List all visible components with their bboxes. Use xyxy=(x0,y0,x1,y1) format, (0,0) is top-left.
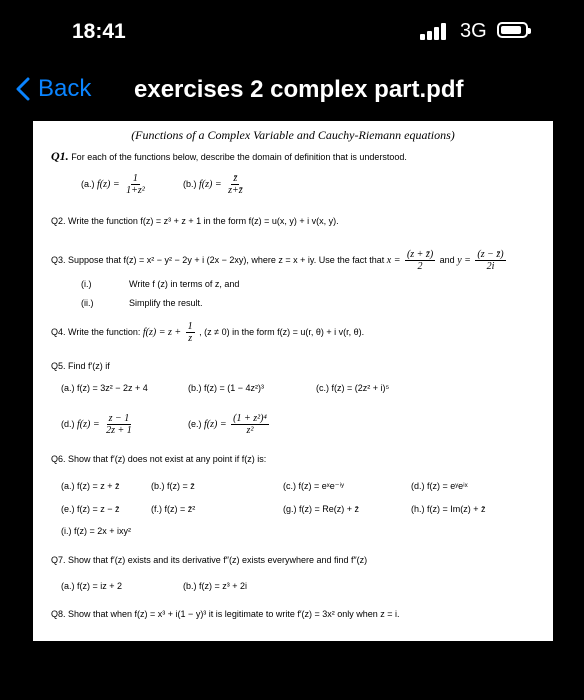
fraction: $\frac{1}{z}$ xyxy=(187,321,193,344)
q6-part-a: (a.) f(z) = z + z̄ xyxy=(61,481,120,491)
q6-part-h: (h.) f(z) = Im(z) + z̄ xyxy=(411,504,486,514)
q3-part-i: (i.) Write f (z) in terms of z, and xyxy=(81,279,240,289)
q1-label: Q1. xyxy=(51,149,69,163)
question-4: Q4. Write the function: f(z) = z + $\frac{1}{z}$ , (z ≠ 0) in the form f(z) = u(r, θ) + i v(r, θ). xyxy=(51,321,365,344)
q6-part-g: (g.) f(z) = Re(z) + z̄ xyxy=(283,504,360,514)
battery-icon xyxy=(497,22,528,38)
q6-part-e: (e.) f(z) = z − z̄ xyxy=(61,504,120,514)
q3-part-ii: (ii.) Simplify the result. xyxy=(81,298,203,308)
q5-part-b: (b.) f(z) = (1 − 4z²)³ xyxy=(188,383,265,393)
q1-text: For each of the functions below, describe the domain of definition that is understood. xyxy=(71,152,407,162)
q6-part-b: (b.) f(z) = z̄ xyxy=(151,481,195,491)
back-button[interactable] xyxy=(16,75,91,103)
q5-part-e: (e.) f(z) = $\frac{\text{(1 + z²)⁴}}{\text{z²}}$ xyxy=(188,413,267,436)
q1-part-a: (a.) f(z) = $\frac{1}{\text{1+z²}}$ xyxy=(81,173,145,196)
chevron-left-icon xyxy=(16,77,30,101)
q6-part-i: (i.) f(z) = 2x + ixy² xyxy=(61,526,132,536)
status-bar xyxy=(0,0,584,62)
q7-part-b: (b.) f(z) = z³ + 2i xyxy=(183,581,248,591)
fraction: $\frac{(z - z̄)}{2i}$ xyxy=(477,249,504,272)
fraction: $\frac{\text{(1 + z²)⁴}}{\text{z²}}$ xyxy=(233,413,267,436)
fraction: $\frac{(z + z̄)}{2}$ xyxy=(406,249,434,272)
document-heading: (Functions of a Complex Variable and Cauchy-Riemann equations) xyxy=(131,128,455,142)
back-label: Back xyxy=(38,75,92,102)
q6-part-c: (c.) f(z) = eˣe⁻ⁱʸ xyxy=(283,481,344,491)
question-2: Q2. Write the function f(z) = z³ + z + 1 in the form f(z) = u(x, y) + i v(x, y). xyxy=(51,216,339,226)
question-5: Q5. Find f′(z) if xyxy=(51,361,110,371)
question-7: Q7. Show that f′(z) exists and its derivative f″(z) exists everywhere and find f″(z) xyxy=(51,555,368,565)
q6-part-d: (d.) f(z) = eʸeⁱˣ xyxy=(411,481,468,491)
fraction: $\frac{z - 1}{2z + 1}$ xyxy=(106,413,132,436)
q6-part-f: (f.) f(z) = z̄² xyxy=(151,504,196,514)
q5-part-c: (c.) f(z) = (2z² + i)⁵ xyxy=(316,383,390,393)
q7-part-a: (a.) f(z) = iz + 2 xyxy=(61,581,123,591)
status-time: 18:41 xyxy=(72,20,126,43)
fraction: $\frac{z̄}{z+z̄}$ xyxy=(228,173,243,196)
question-8: Q8. Show that when f(z) = x³ + i(1 − y)³ it is legitimate to write f′(z) = 3x² only when z = i. xyxy=(51,609,400,619)
q1-part-b: (b.) f(z) = $\frac{z̄}{z+z̄}$ xyxy=(183,173,243,196)
document-title: exercises 2 complex part.pdf xyxy=(134,76,464,103)
question-6: Q6. Show that f′(z) does not exist at any point if f(z) is: xyxy=(51,454,267,464)
pdf-page[interactable] xyxy=(33,121,553,641)
q5-part-d: (d.) f(z) = $\frac{z - 1}{2z + 1}$ xyxy=(61,413,132,436)
signal-strength-icon xyxy=(420,22,454,40)
fraction: $\frac{1}{\text{1+z²}}$ xyxy=(126,173,145,196)
network-type-label: 3G xyxy=(460,20,487,42)
question-1 xyxy=(51,149,407,164)
q5-part-a: (a.) f(z) = 3z² − 2z + 4 xyxy=(61,383,148,393)
navigation-bar xyxy=(0,62,584,120)
question-3: Q3. Suppose that f(z) = x² − y² − 2y + i (2x − 2xy), where z = x + iy. Use the fact that x = $\frac{(z + z̄)}{2}$ and y = $\frac{(z - z̄)}{2i}$ xyxy=(51,249,504,272)
